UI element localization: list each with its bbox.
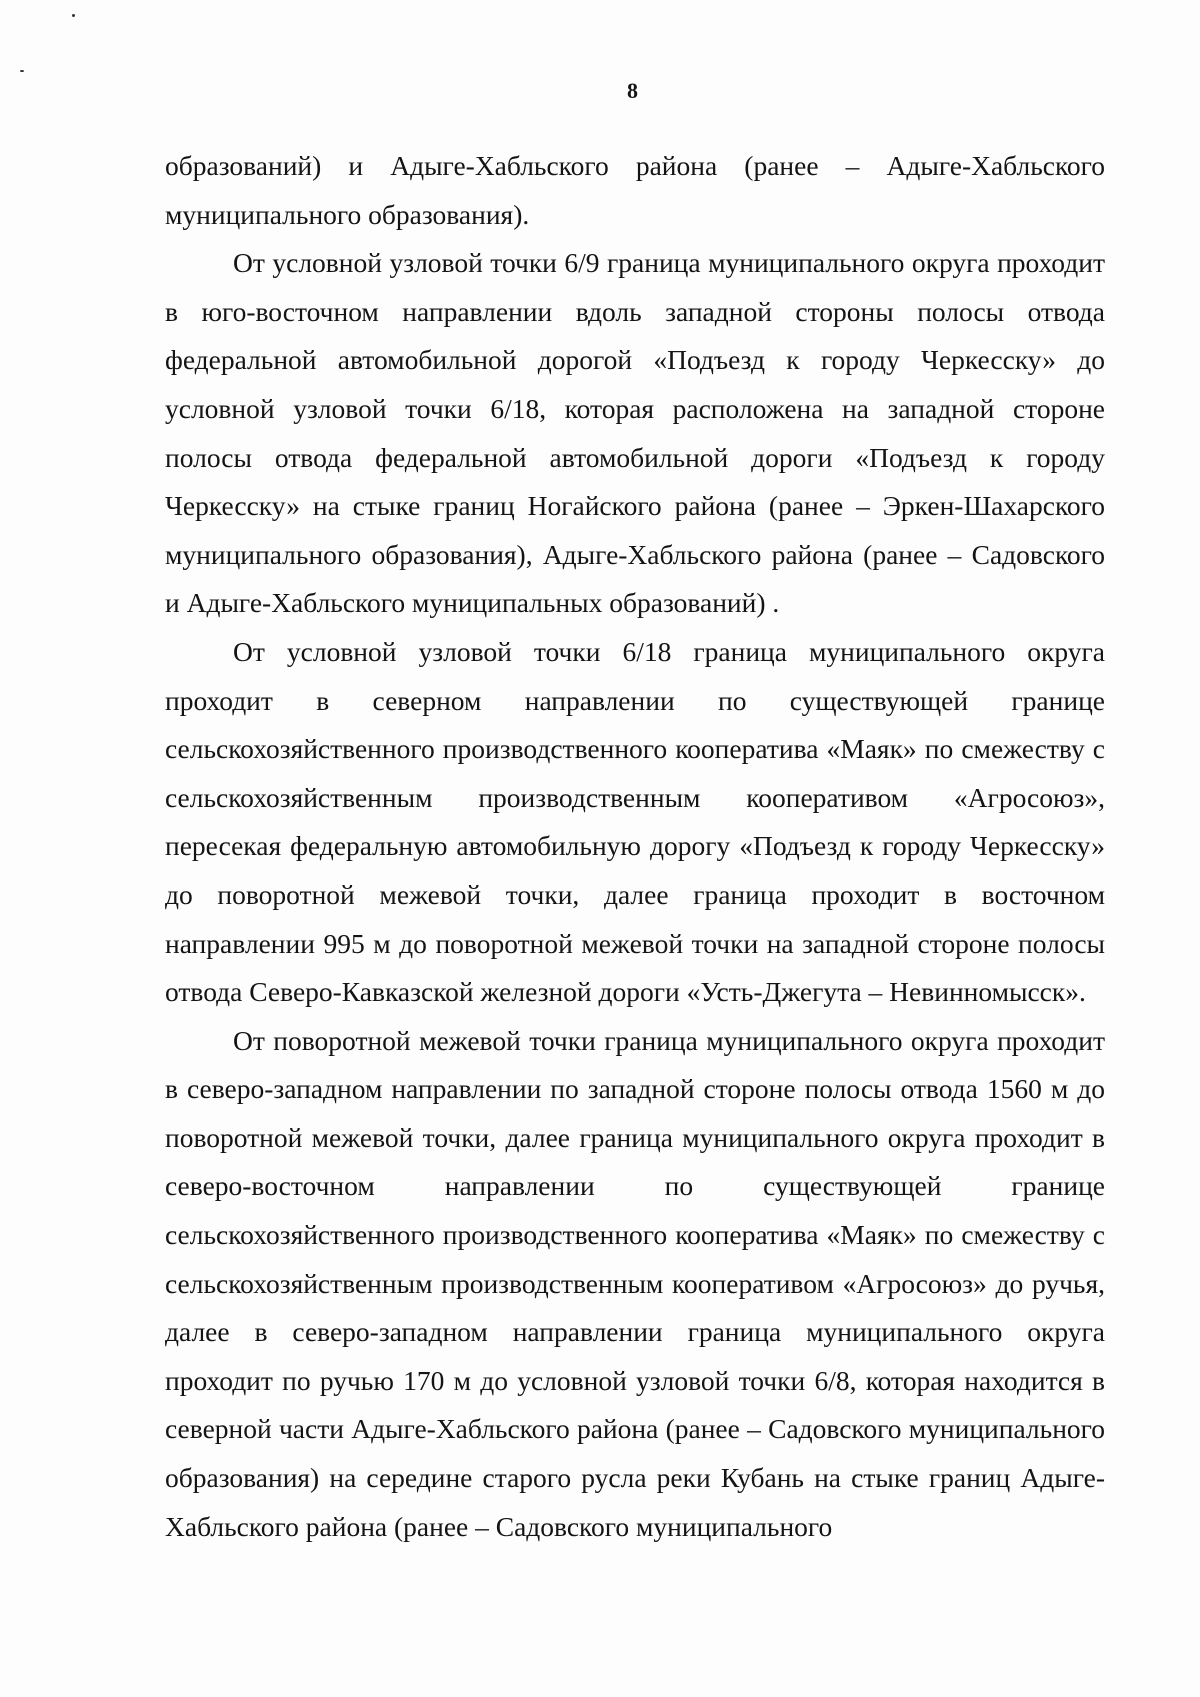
paragraph: От условной узловой точки 6/18 граница муниципального округа проходит в северном направлении по существующей границе сельскохозяйственного производственного кооператива «Маяк» по смежеству с сельскохозяйственным производственным кооперативом «Агросоюз», пересекая федеральную автомобильную дорогу «Подъезд к городу Черкесску» до поворотной межевой точки, далее граница проходит в восточном направлении 995 м до поворотной межевой точки на западной стороне полосы отвода Северо-Кавказской железной дороги «Усть-Джегута – Невинномысск».	[165, 635, 1105, 1008]
document-body	[165, 142, 1105, 1551]
paragraph: От поворотной межевой точки граница муниципального округа проходит в северо-западном направлении по западной стороне полосы отвода 1560 м до поворотной межевой точки, далее граница муниципального округа проходит в северо-восточном направлении по существующей границе сельскохозяйственного производственного кооператива «Маяк» по смежеству с сельскохозяйственным производственным кооперативом «Агросоюз» до ручья, далее в северо-западном направлении граница муниципального округа проходит по ручью 170 м до условной узловой точки 6/8, которая находится в северной части Адыге-Хабльского района (ранее – Садовского муниципального образования) на середине старого русла реки Кубань на стыке границ Адыге-Хабльского района (ранее – Садовского муниципального	[165, 1024, 1105, 1542]
paragraph: От условной узловой точки 6/9 граница муниципального округа проходит в юго-восточном направлении вдоль западной стороны полосы отвода федеральной автомобильной дорогой «Подъезд к городу Черкесску» до условной узловой точки 6/18, которая расположена на западной стороне полосы отвода федеральной автомобильной дороги «Подъезд к городу Черкесску» на стыке границ Ногайского района (ранее – Эркен-Шахарского муниципального образования), Адыге-Хабльского района (ранее – Садовского и Адыге-Хабльского муниципальных образований) .	[165, 247, 1105, 619]
page-number: 8	[627, 78, 638, 103]
paragraph-continuation: образований) и Адыге-Хабльского района (ранее – Адыге-Хабльского муниципального образования).	[165, 150, 1105, 230]
scan-speck	[72, 14, 75, 17]
scan-speck	[20, 70, 24, 72]
